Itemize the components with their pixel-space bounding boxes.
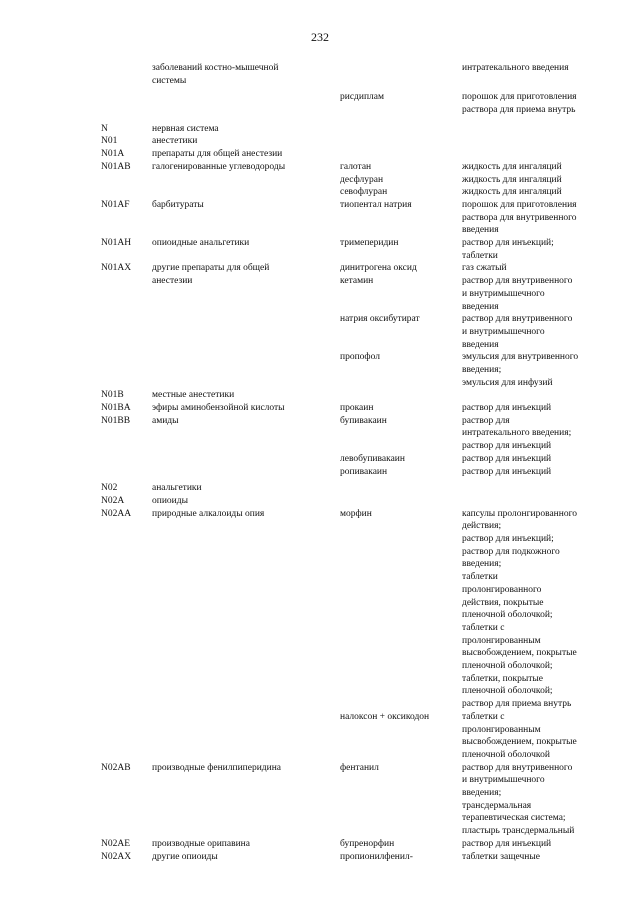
atc-code: N01AF <box>101 199 130 210</box>
dosage-form: и внутримышечного <box>462 775 545 786</box>
dosage-form: раствора для приема внутрь <box>462 105 576 116</box>
atc-code-cell <box>101 389 149 402</box>
dosage-form-cell <box>462 313 622 351</box>
drug-name: севофлуран <box>340 187 388 198</box>
dosage-form-cell <box>462 402 622 415</box>
dosage-form: высвобождением, покрытые <box>462 737 577 748</box>
dosage-form: порошок для приготовления <box>462 199 577 210</box>
drug-name: бупренорфин <box>340 838 395 849</box>
dosage-form: раствор для инъекций <box>462 453 552 464</box>
atc-code-cell <box>101 148 149 161</box>
dosage-form: раствор для инъекций; <box>462 534 554 545</box>
group-name-cell <box>152 237 337 250</box>
dosage-form: раствор для подкожного <box>462 546 560 557</box>
drug-name: тримеперидин <box>340 238 399 249</box>
dosage-form: эмульсия для инфузий <box>462 377 553 388</box>
drug-name-cell <box>340 453 460 478</box>
dosage-form: действия, покрытые <box>462 597 544 608</box>
dosage-form: введения <box>462 301 499 312</box>
dosage-form-cell <box>462 199 622 237</box>
atc-code: N02AA <box>101 508 132 519</box>
table-row <box>0 851 640 864</box>
atc-code: N01AB <box>101 161 131 172</box>
drug-name-cell <box>340 415 460 428</box>
dosage-form-cell <box>462 838 622 851</box>
dosage-form: и внутримышечного <box>462 326 545 337</box>
dosage-form: трансдермальная <box>462 800 532 811</box>
dosage-form: раствор для приема внутрь <box>462 699 572 710</box>
drug-name-cell <box>340 161 460 199</box>
drug-classification-table <box>0 62 640 863</box>
group-name: анестетики <box>152 136 198 147</box>
drug-name: натрия оксибутират <box>340 314 420 325</box>
atc-code: N <box>101 123 108 134</box>
dosage-form: раствор для инъекций <box>462 466 552 477</box>
atc-code-cell <box>101 135 149 148</box>
drug-name: морфин <box>340 508 372 519</box>
table-row <box>0 123 640 136</box>
atc-code-cell <box>101 762 149 775</box>
atc-code-cell <box>101 237 149 250</box>
dosage-form: таблетки <box>462 572 498 583</box>
table-row <box>0 389 640 402</box>
table-row <box>0 313 640 351</box>
drug-name-cell <box>340 838 460 851</box>
group-name: системы <box>152 75 187 86</box>
dosage-form: пленочной оболочкой; <box>462 686 553 697</box>
group-name-cell <box>152 199 337 212</box>
table-row <box>0 711 640 762</box>
dosage-form: капсулы пролонгированного <box>462 508 577 519</box>
dosage-form: интратекального введения; <box>462 428 572 439</box>
drug-name: прокаин <box>340 403 374 414</box>
group-name-cell <box>152 148 337 161</box>
group-name-cell <box>152 389 337 402</box>
dosage-form: и внутримышечного <box>462 288 545 299</box>
drug-name: фентанил <box>340 762 379 773</box>
atc-code-cell <box>101 851 149 864</box>
group-name-cell <box>152 482 337 495</box>
table-row <box>0 351 640 389</box>
atc-code: N01BA <box>101 403 131 414</box>
atc-code: N01B <box>101 390 124 401</box>
dosage-form-cell <box>462 351 622 389</box>
group-name: природные алкалоиды опия <box>152 508 265 519</box>
page-number: 232 <box>311 30 329 44</box>
dosage-form: жидкость для ингаляций <box>462 187 562 198</box>
group-name: заболеваний костно-мышечной <box>152 63 279 73</box>
table-row <box>0 62 640 87</box>
drug-name-cell <box>340 402 460 415</box>
group-name: местные анестетики <box>152 390 235 401</box>
dosage-form: действия; <box>462 521 502 532</box>
dosage-form: введения <box>462 339 499 350</box>
atc-code-cell <box>101 123 149 136</box>
drug-name: бупивакаин <box>340 415 387 426</box>
atc-code-cell <box>101 838 149 851</box>
dosage-form: порошок для приготовления <box>462 92 577 103</box>
dosage-form: жидкость для ингаляций <box>462 161 562 172</box>
dosage-form-cell <box>462 237 622 262</box>
dosage-form: таблетки защечные <box>462 851 540 862</box>
dosage-form: введения; <box>462 788 502 799</box>
table-row <box>0 762 640 838</box>
dosage-form: жидкость для ингаляций <box>462 174 562 185</box>
group-name: амиды <box>152 415 179 426</box>
group-name-cell <box>152 62 337 87</box>
dosage-form-cell <box>462 711 622 762</box>
atc-code-cell <box>101 482 149 495</box>
group-name: барбитураты <box>152 199 204 210</box>
table-row <box>0 495 640 508</box>
atc-code-cell <box>101 495 149 508</box>
drug-name: динитрогена оксид <box>340 263 417 274</box>
dosage-form: газ сжатый <box>462 263 507 274</box>
atc-code: N01BB <box>101 415 131 426</box>
dosage-form-cell <box>462 762 622 838</box>
dosage-form-cell <box>462 262 622 313</box>
group-name: анальгетики <box>152 483 202 494</box>
atc-code-cell <box>101 402 149 415</box>
group-name: эфиры аминобензойной кислоты <box>152 403 285 414</box>
table-row <box>0 199 640 237</box>
dosage-form: введения; <box>462 365 502 376</box>
dosage-form: таблетки, покрытые <box>462 673 543 684</box>
group-name-cell <box>152 402 337 415</box>
table-row <box>0 838 640 851</box>
table-row <box>0 415 640 453</box>
atc-code-cell <box>101 199 149 212</box>
drug-name: рисдиплам <box>340 92 385 103</box>
group-name: опиоиды <box>152 495 188 506</box>
drug-name: кетамин <box>340 276 374 287</box>
table-row <box>0 402 640 415</box>
table-row <box>0 508 640 711</box>
drug-name-cell <box>340 851 460 864</box>
dosage-form: введения <box>462 225 499 236</box>
drug-name: галотан <box>340 161 372 172</box>
group-name: анестезии <box>152 276 193 287</box>
drug-name: ропивакаин <box>340 466 388 477</box>
dosage-form: таблетки с <box>462 711 505 722</box>
dosage-form-cell <box>462 851 622 864</box>
dosage-form: раствора для внутривенного <box>462 212 577 223</box>
atc-code: N02AX <box>101 851 132 862</box>
group-name: галогенированные углеводороды <box>152 161 286 172</box>
dosage-form: высвобождением, покрытые <box>462 648 577 659</box>
atc-code: N02A <box>101 495 125 506</box>
drug-name: налоксон + оксикодон <box>340 711 430 722</box>
dosage-form: таблетки с <box>462 622 505 633</box>
atc-code-cell <box>101 415 149 428</box>
dosage-form: пролонгированным <box>462 635 541 646</box>
drug-name: тиопентал натрия <box>340 199 412 210</box>
dosage-form-cell <box>462 415 622 453</box>
group-name: опиоидные анальгетики <box>152 238 250 249</box>
group-name: препараты для общей анестезии <box>152 149 283 160</box>
group-name-cell <box>152 262 337 287</box>
group-name-cell <box>152 838 337 851</box>
drug-name-cell <box>340 313 460 326</box>
group-name-cell <box>152 415 337 428</box>
table-row <box>0 237 640 262</box>
atc-code: N01AH <box>101 238 132 249</box>
drug-name: пропионилфенил- <box>340 851 413 862</box>
group-name: производные фенилпиперидина <box>152 762 282 773</box>
group-name-cell <box>152 851 337 864</box>
group-name-cell <box>152 762 337 775</box>
dosage-form: терапевтическая система; <box>462 813 566 824</box>
dosage-form: пролонгированного <box>462 584 542 595</box>
drug-name-cell <box>340 711 460 724</box>
dosage-form: раствор для инъекций <box>462 838 552 849</box>
atc-code-cell <box>101 262 149 275</box>
drug-name-cell <box>340 91 460 104</box>
dosage-form: пластырь трансдермальный <box>462 826 575 837</box>
group-name: другие опиоиды <box>152 851 218 862</box>
atc-code: N01A <box>101 149 125 160</box>
table-row <box>0 135 640 148</box>
dosage-form-cell <box>462 453 622 478</box>
drug-name: десфлуран <box>340 174 384 185</box>
group-name-cell <box>152 135 337 148</box>
dosage-form: введения; <box>462 559 502 570</box>
dosage-form: раствор для инъекций; <box>462 238 554 249</box>
dosage-form-cell <box>462 508 622 711</box>
drug-name-cell <box>340 237 460 250</box>
dosage-form: раствор для внутривенного <box>462 314 573 325</box>
group-name-cell <box>152 508 337 521</box>
drug-name-cell <box>340 351 460 364</box>
dosage-form-cell <box>462 62 622 75</box>
dosage-form: эмульсия для внутривенного <box>462 352 579 363</box>
atc-code: N02AB <box>101 762 131 773</box>
dosage-form: раствор для внутривенного <box>462 276 573 287</box>
dosage-form-cell <box>462 91 622 116</box>
dosage-form: раствор для инъекций <box>462 441 552 452</box>
atc-code: N01AX <box>101 263 132 274</box>
group-name: производные орипавина <box>152 838 250 849</box>
dosage-form: таблетки <box>462 250 498 261</box>
dosage-form: интратекального введения <box>462 63 569 73</box>
dosage-form: пленочной оболочкой; <box>462 661 553 672</box>
table-row <box>0 482 640 495</box>
atc-code-cell <box>101 161 149 174</box>
atc-code: N01 <box>101 136 118 147</box>
dosage-form-cell <box>462 161 622 199</box>
dosage-form: раствор для <box>462 415 510 426</box>
dosage-form: раствор для инъекций <box>462 403 552 414</box>
drug-name-cell <box>340 508 460 521</box>
group-name: другие препараты для общей <box>152 263 270 274</box>
table-row <box>0 262 640 313</box>
drug-name: пропофол <box>340 352 380 363</box>
dosage-form: пленочной оболочкой <box>462 749 550 760</box>
group-name-cell <box>152 161 337 174</box>
atc-code: N02AE <box>101 838 131 849</box>
drug-name-cell <box>340 199 460 212</box>
drug-name-cell <box>340 262 460 287</box>
atc-code: N02 <box>101 483 118 494</box>
drug-name: левобупивакаин <box>340 453 405 464</box>
group-name-cell <box>152 495 337 508</box>
atc-code-cell <box>101 508 149 521</box>
group-name-cell <box>152 123 337 136</box>
dosage-form: раствор для внутривенного <box>462 762 573 773</box>
drug-name-cell <box>340 762 460 775</box>
group-name: нервная система <box>152 123 219 134</box>
dosage-form: пролонгированным <box>462 724 541 735</box>
table-row <box>0 453 640 478</box>
table-row <box>0 91 640 116</box>
table-row <box>0 148 640 161</box>
dosage-form: пленочной оболочкой; <box>462 610 553 621</box>
table-row <box>0 161 640 199</box>
